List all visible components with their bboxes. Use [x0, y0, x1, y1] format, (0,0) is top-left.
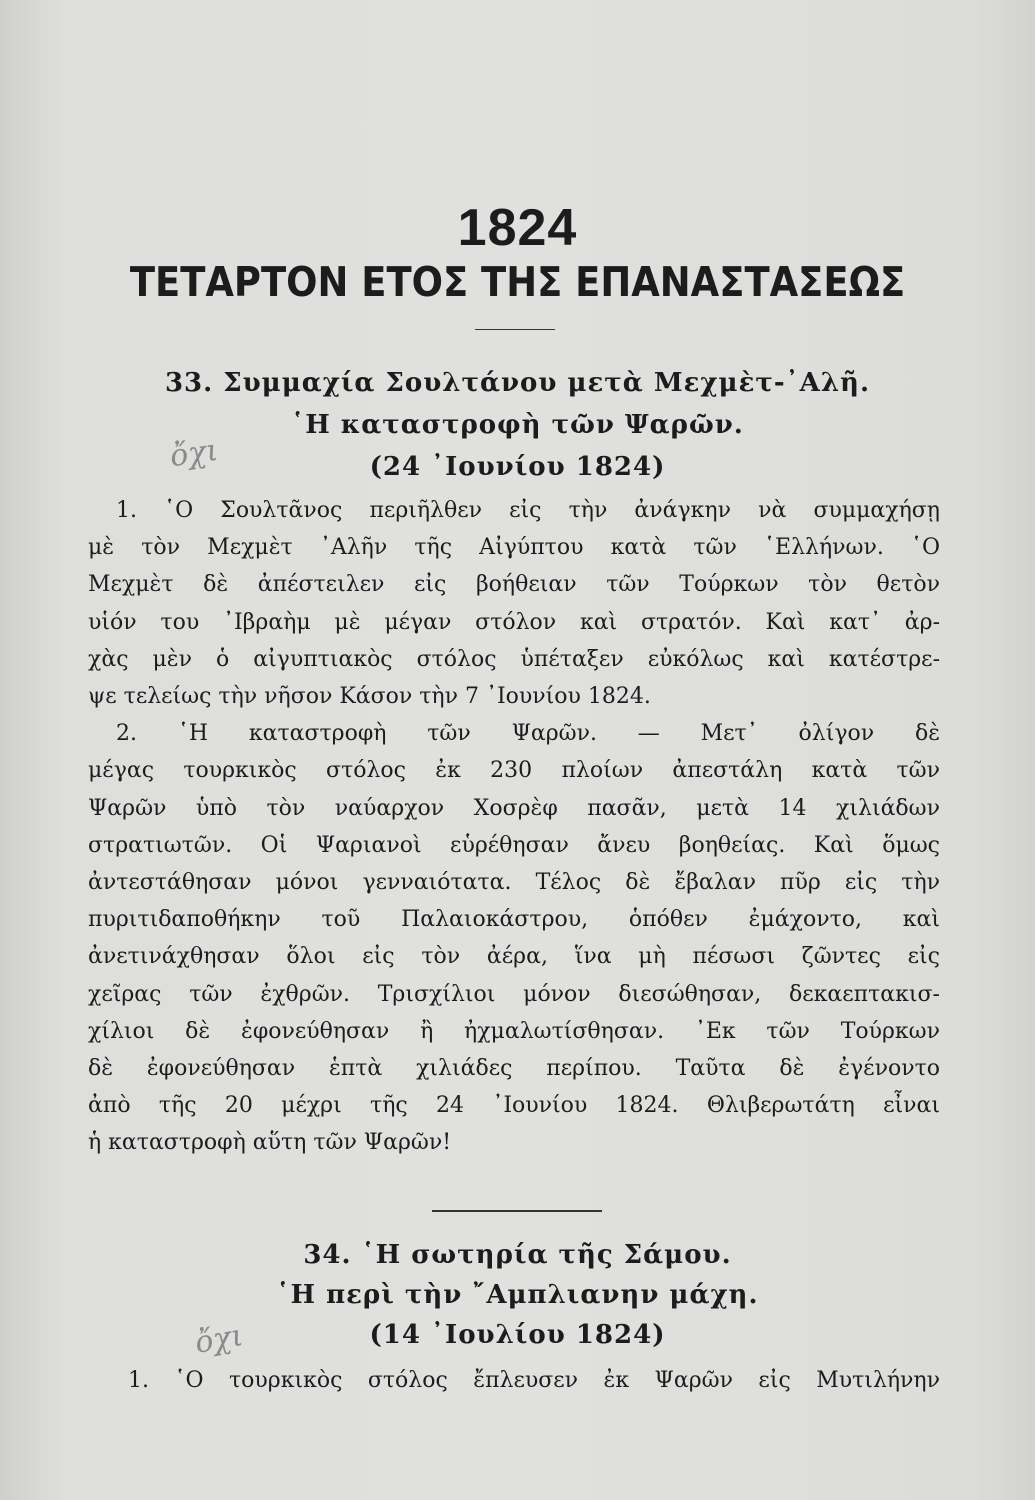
year-heading: 1824 [457, 199, 578, 257]
section-33-title: 33. Συμμαχία Σουλτάνου μετὰ Μεχμὲτ-᾿Αλῆ. [164, 368, 871, 398]
text-line: χίλιοι δὲ ἐφονεύθησαν ἢ ἠχμαλωτίσθησαν. ᾿Εκ τῶν Τούρκων [88, 1018, 940, 1044]
section-34-date: (14 ᾿Ιουλίου 1824) [369, 1320, 666, 1350]
section-34-title: 34. ῾Η σωτηρία τῆς Σάμου. [303, 1240, 732, 1270]
divider [475, 329, 555, 330]
section-33-date: (24 ᾿Ιουνίου 1824) [369, 452, 666, 482]
page-title: ΤΕΤΑΡΤΟΝ ΕΤΟΣ ΤΗΣ ΕΠΑΝΑΣΤΑΣΕΩΣ [129, 258, 906, 306]
text-line: μὲ τὸν Μεχμὲτ ᾿Αλῆν τῆς Αἰγύπτου κατὰ τῶν ῾Ελλήνων. ῾Ο [88, 535, 940, 561]
text-line: ἀντεστάθησαν μόνοι γενναιότατα. Τέλος δὲ ἔβαλαν πῦρ εἰς τὴν [88, 870, 940, 895]
text-line: ψε τελείως τὴν νῆσον Κάσον τὴν 7 ᾿Ιουνίου 1824. [88, 684, 651, 709]
text-line: πυριτιδαποθήκην τοῦ Παλαιοκάστρου, ὁπόθεν ἐμάχοντο, καὶ [88, 907, 940, 933]
text-line: ἀπὸ τῆς 20 μέχρι τῆς 24 ᾿Ιουνίου 1824. Θλιβερωτάτη εἶναι [88, 1093, 940, 1119]
handwritten-note: ὄχι [192, 1318, 246, 1361]
text-line: χεῖρας τῶν ἐχθρῶν. Τρισχίλιοι μόνον διεσώθησαν, δεκαεπτακισ- [88, 981, 940, 1007]
text-line: 2. ῾Η καταστροφὴ τῶν Ψαρῶν. — Μετ᾿ ὀλίγον δὲ [116, 721, 940, 747]
text-line: Μεχμὲτ δὲ ἀπέστειλεν εἰς βοήθειαν τῶν Τούρκων τὸν θετὸν [88, 572, 940, 598]
text-line: Ψαρῶν ὑπὸ τὸν ναύαρχον Χοσρὲφ πασᾶν, μετὰ 14 χιλιάδων [88, 795, 940, 821]
text-line: 1. ῾Ο τουρκικὸς στόλος ἔπλευσεν ἐκ Ψαρῶν εἰς Μυτιλήνην [128, 1368, 940, 1393]
text-line: υἱόν του ᾿Ιβραὴμ μὲ μέγαν στόλον καὶ στρατόν. Καὶ κατ᾿ ἀρ- [88, 609, 940, 635]
divider [432, 1210, 602, 1212]
text-line: ἀνετινάχθησαν ὅλοι εἰς τὸν ἀέρα, ἵνα μὴ πέσωσι ζῶντες εἰς [88, 944, 940, 970]
section-34-subtitle: ῾Η περὶ τὴν ῎Αμπλιανην μάχη. [276, 1280, 759, 1310]
handwritten-note: ὄχι [167, 432, 221, 475]
text-line: χὰς μὲν ὁ αἰγυπτιακὸς στόλος ὑπέταξεν εὐκόλως καὶ κατέστρε- [88, 646, 940, 672]
text-line: μέγας τουρκικὸς στόλος ἐκ 230 πλοίων ἀπεστάλη κατὰ τῶν [88, 758, 940, 784]
text-line: ἡ καταστροφὴ αὕτη τῶν Ψαρῶν! [88, 1130, 452, 1156]
text-line: στρατιωτῶν. Οἱ Ψαριανοὶ εὑρέθησαν ἄνευ βοηθείας. Καὶ ὅμως [88, 832, 940, 858]
text-line: 1. ῾Ο Σουλτᾶνος περιῆλθεν εἰς τὴν ἀνάγκην νὰ συμμαχήσῃ [116, 498, 940, 523]
text-line: δὲ ἐφονεύθησαν ἑπτὰ χιλιάδες περίπου. Ταῦτα δὲ ἐγένοντο [88, 1056, 940, 1081]
section-33-subtitle: ῾Η καταστροφὴ τῶν Ψαρῶν. [291, 410, 744, 440]
